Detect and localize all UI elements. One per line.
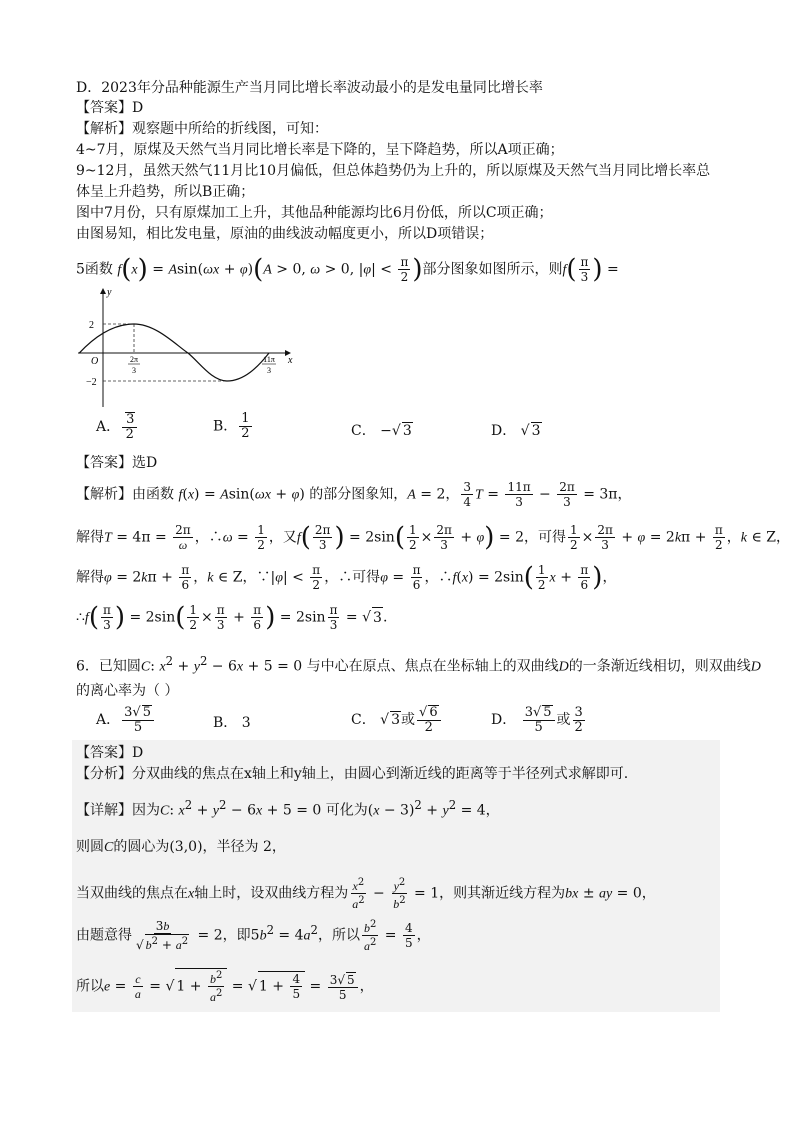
- tick-y-bottom: −2: [86, 377, 97, 388]
- q4-explanation-line: 4~7月，原煤及天然气当月同比增长率是下降的，呈下降趋势，所以A项正确；: [76, 142, 564, 158]
- q4-explanation-line: 体呈上升趋势，所以B正确；: [76, 184, 255, 200]
- q5-sine-graph: [76, 285, 296, 410]
- q4-answer: 【答案】D: [76, 100, 144, 116]
- origin-label: O: [91, 356, 99, 367]
- q4-option-d: D．2023年分品种能源生产当月同比增长率波动最小的是发电量同比增长率: [76, 80, 543, 96]
- tick-x2-num: 11π: [263, 355, 275, 364]
- y-axis-label: y: [107, 287, 112, 298]
- q4-explanation-intro: 【解析】观察题中所给的折线图，可知：: [76, 121, 328, 137]
- tick-y-top: 2: [89, 320, 94, 331]
- tick-x2-den: 3: [267, 366, 271, 375]
- q4-explanation-line: 9~12月，虽然天然气11月比10月偏低，但总体趋势仍为上升的，所以原煤及天然气当月同比增长率总: [76, 163, 711, 179]
- q6-analysis: 【分析】分双曲线的焦点在x轴上和y轴上，由圆心到渐近线的距离等于半径列式求解即可.: [76, 766, 629, 782]
- q6-detail-line1: 【详解】因为C: $x^2 + y^2 - 6x + 5 = 0$ 可化为$(x - 3)^2 + y^2 = 4$，: [76, 798, 500, 819]
- q5-answer: 【答案】选D: [76, 455, 158, 471]
- q5-option-a: A． $\frac{3}{2}$: [96, 412, 139, 442]
- q5-solution-line2: 解得T = 4π = $\frac{2\pi}{\omega}$ ，∴ω = $\frac{1}{2}$ ，又f( $\frac{2\pi}{3}$ ) = 2sin( $\frac{1}{2}$ × $\frac{2\pi}{3}$ + φ) = 2，可得 $\frac{1}{2}$ × $\frac{2\pi}{3}$ + φ = 2kπ + $\frac{\pi}{2}$ ，k ∈ Z，: [76, 522, 790, 553]
- q5-solution-line3: 解得φ = 2kπ + $\frac{\pi}{6}$ ，k ∈ Z，∵|φ| < $\frac{\pi}{2}$ ，∴可得φ = $\frac{\pi}{6}$ ，∴f(x) = 2sin( $\frac{1}{2}$ x + $\frac{\pi}{6}$ )，: [76, 562, 617, 593]
- q5-solution-line4: ∴f( $\frac{\pi}{3}$ ) = 2sin( $\frac{1}{2}$ × $\frac{\pi}{3}$ + $\frac{\pi}{6}$ ) = 2sin $\frac{\pi}{3}$ = √ 3.: [76, 602, 388, 633]
- q6-option-d: D． $\frac{3√ 5}{5}$ 或 $\frac{3}{2}$: [491, 704, 583, 735]
- q4-explanation-line: 由图易知，相比发电量，原油的曲线波动幅度更小，所以D项错误；: [76, 226, 494, 242]
- q6-answer: 【答案】D: [76, 745, 144, 761]
- tick-x1-num: 2π: [129, 355, 139, 364]
- q6-detail-line3: 当双曲线的焦点在x轴上时，设双曲线方程为 $\frac{x^2}{a^2}$ − $\frac{y^2}{b^2}$ = 1，则其渐近线方程为bx ± ay = 0，: [76, 877, 656, 911]
- q6-option-c: C． √ 3或 $\frac{√ 6}{2}$: [351, 705, 443, 735]
- q5-option-b: B． $\frac{1}{2}$: [213, 411, 250, 441]
- q5-option-c: C． −√ 3: [351, 423, 412, 439]
- q5-solution-line1: 【解析】由函数 f(x) = Asin(ωx + φ) 的部分图象知，A = 2， $\frac{3}{4}$ T = $\frac{11\pi}{3}$ − $\frac{2\pi}{3}$ = 3π，: [76, 480, 632, 509]
- q5-stem: 5函数 f(x) = Asin(ωx + φ)(A > 0, ω > 0, |φ| < $\frac{\pi}{2}$ )部分图象如图所示，则f( $\frac{\pi}{3}$ ) =: [76, 254, 619, 285]
- q5-option-d: D． √ 3: [491, 423, 541, 439]
- q6-stem-line2: 的离心率为（ ）: [76, 683, 179, 699]
- tick-x1-den: 3: [132, 366, 136, 375]
- q6-option-b: B． 3: [213, 715, 251, 731]
- q6-stem-line1: 6．已知圆C: $x^2 + y^2 - 6x + 5 = 0$ 与中心在原点、焦点在坐标轴上的双曲线D的一条渐近线相切，则双曲线D: [76, 654, 761, 675]
- q6-detail-line4: 由题意得 $\frac{3b}{√ b^2 + a^2}$ = 2，即$5b^2 = 4a^2$，所以 $\frac{b^2}{a^2}$ = $\frac{4}{5}$ ，: [76, 919, 431, 953]
- q6-detail-line5: 所以e = $\frac{c}{a}$ = √ 1 + $\frac{b^2}{a^2}$ = √ 1 + $\frac{4}{5}$ = $\frac{3√ 5}{5}$ ，: [76, 970, 374, 1004]
- q6-option-a: A． $\frac{3√ 5}{5}$: [96, 705, 156, 735]
- x-axis-label: x: [288, 355, 293, 366]
- q6-detail-line2: 则圆C的圆心为(3,0)，半径为 2，: [76, 839, 286, 855]
- q4-explanation-line: 图中7月份，只有原煤加工上升，其他品种能源均比6月份低，所以C项正确；: [76, 205, 553, 221]
